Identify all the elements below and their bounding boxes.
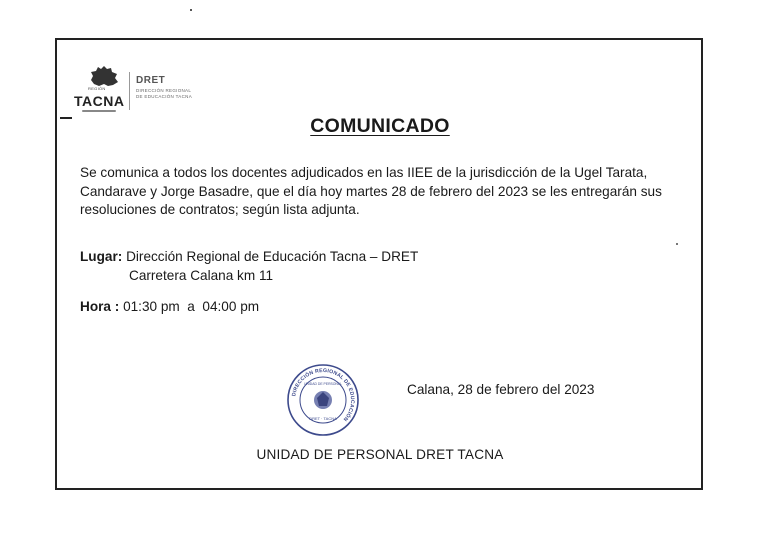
logo-org-line2: DE EDUCACIÓN TACNA	[136, 94, 192, 99]
logo-org-short: DRET	[136, 75, 166, 86]
logo-divider	[129, 72, 130, 110]
location-line2: Carretera Calana km 11	[129, 267, 274, 283]
seal-ring-text: DIRECCIÓN REGIONAL DE EDUCACIÓN	[291, 367, 356, 423]
dret-logo	[74, 64, 214, 114]
time-block	[80, 298, 259, 317]
logo-org-line1: DIRECCIÓN REGIONAL	[136, 88, 192, 93]
official-seal	[286, 363, 360, 437]
document-title: COMUNICADO	[310, 115, 450, 137]
announcement-body: Se comunica a todos los docentes adjudicados en las IIEE de la jurisdicción de la Ugel Tarata, Candarave y Jorge Basadre, que el día hoy martes 28 de febrero del 2023 se les entregarán sus resoluciones de contratos; según lista adjunta.	[80, 165, 662, 217]
signatory-unit: UNIDAD DE PERSONAL DRET TACNA	[256, 447, 504, 462]
location-line1: Dirección Regional de Educación Tacna – DRET	[126, 249, 419, 264]
logo-underline	[82, 110, 116, 112]
date-line: Calana, 28 de febrero del 2023	[407, 382, 595, 397]
seal-inner-text: UNIDAD DE PERSONAL	[303, 382, 343, 386]
logo-region-small: REGIÓN	[88, 86, 106, 91]
logo-region-name: TACNA	[74, 93, 125, 109]
seal-bottom-text: DRET · TACNA	[309, 416, 337, 421]
location-block	[80, 248, 418, 285]
time-label: Hora :	[80, 299, 120, 314]
time-value: 01:30 pm a 04:00 pm	[123, 299, 260, 314]
location-label: Lugar:	[80, 249, 123, 264]
scan-speck	[190, 9, 192, 11]
